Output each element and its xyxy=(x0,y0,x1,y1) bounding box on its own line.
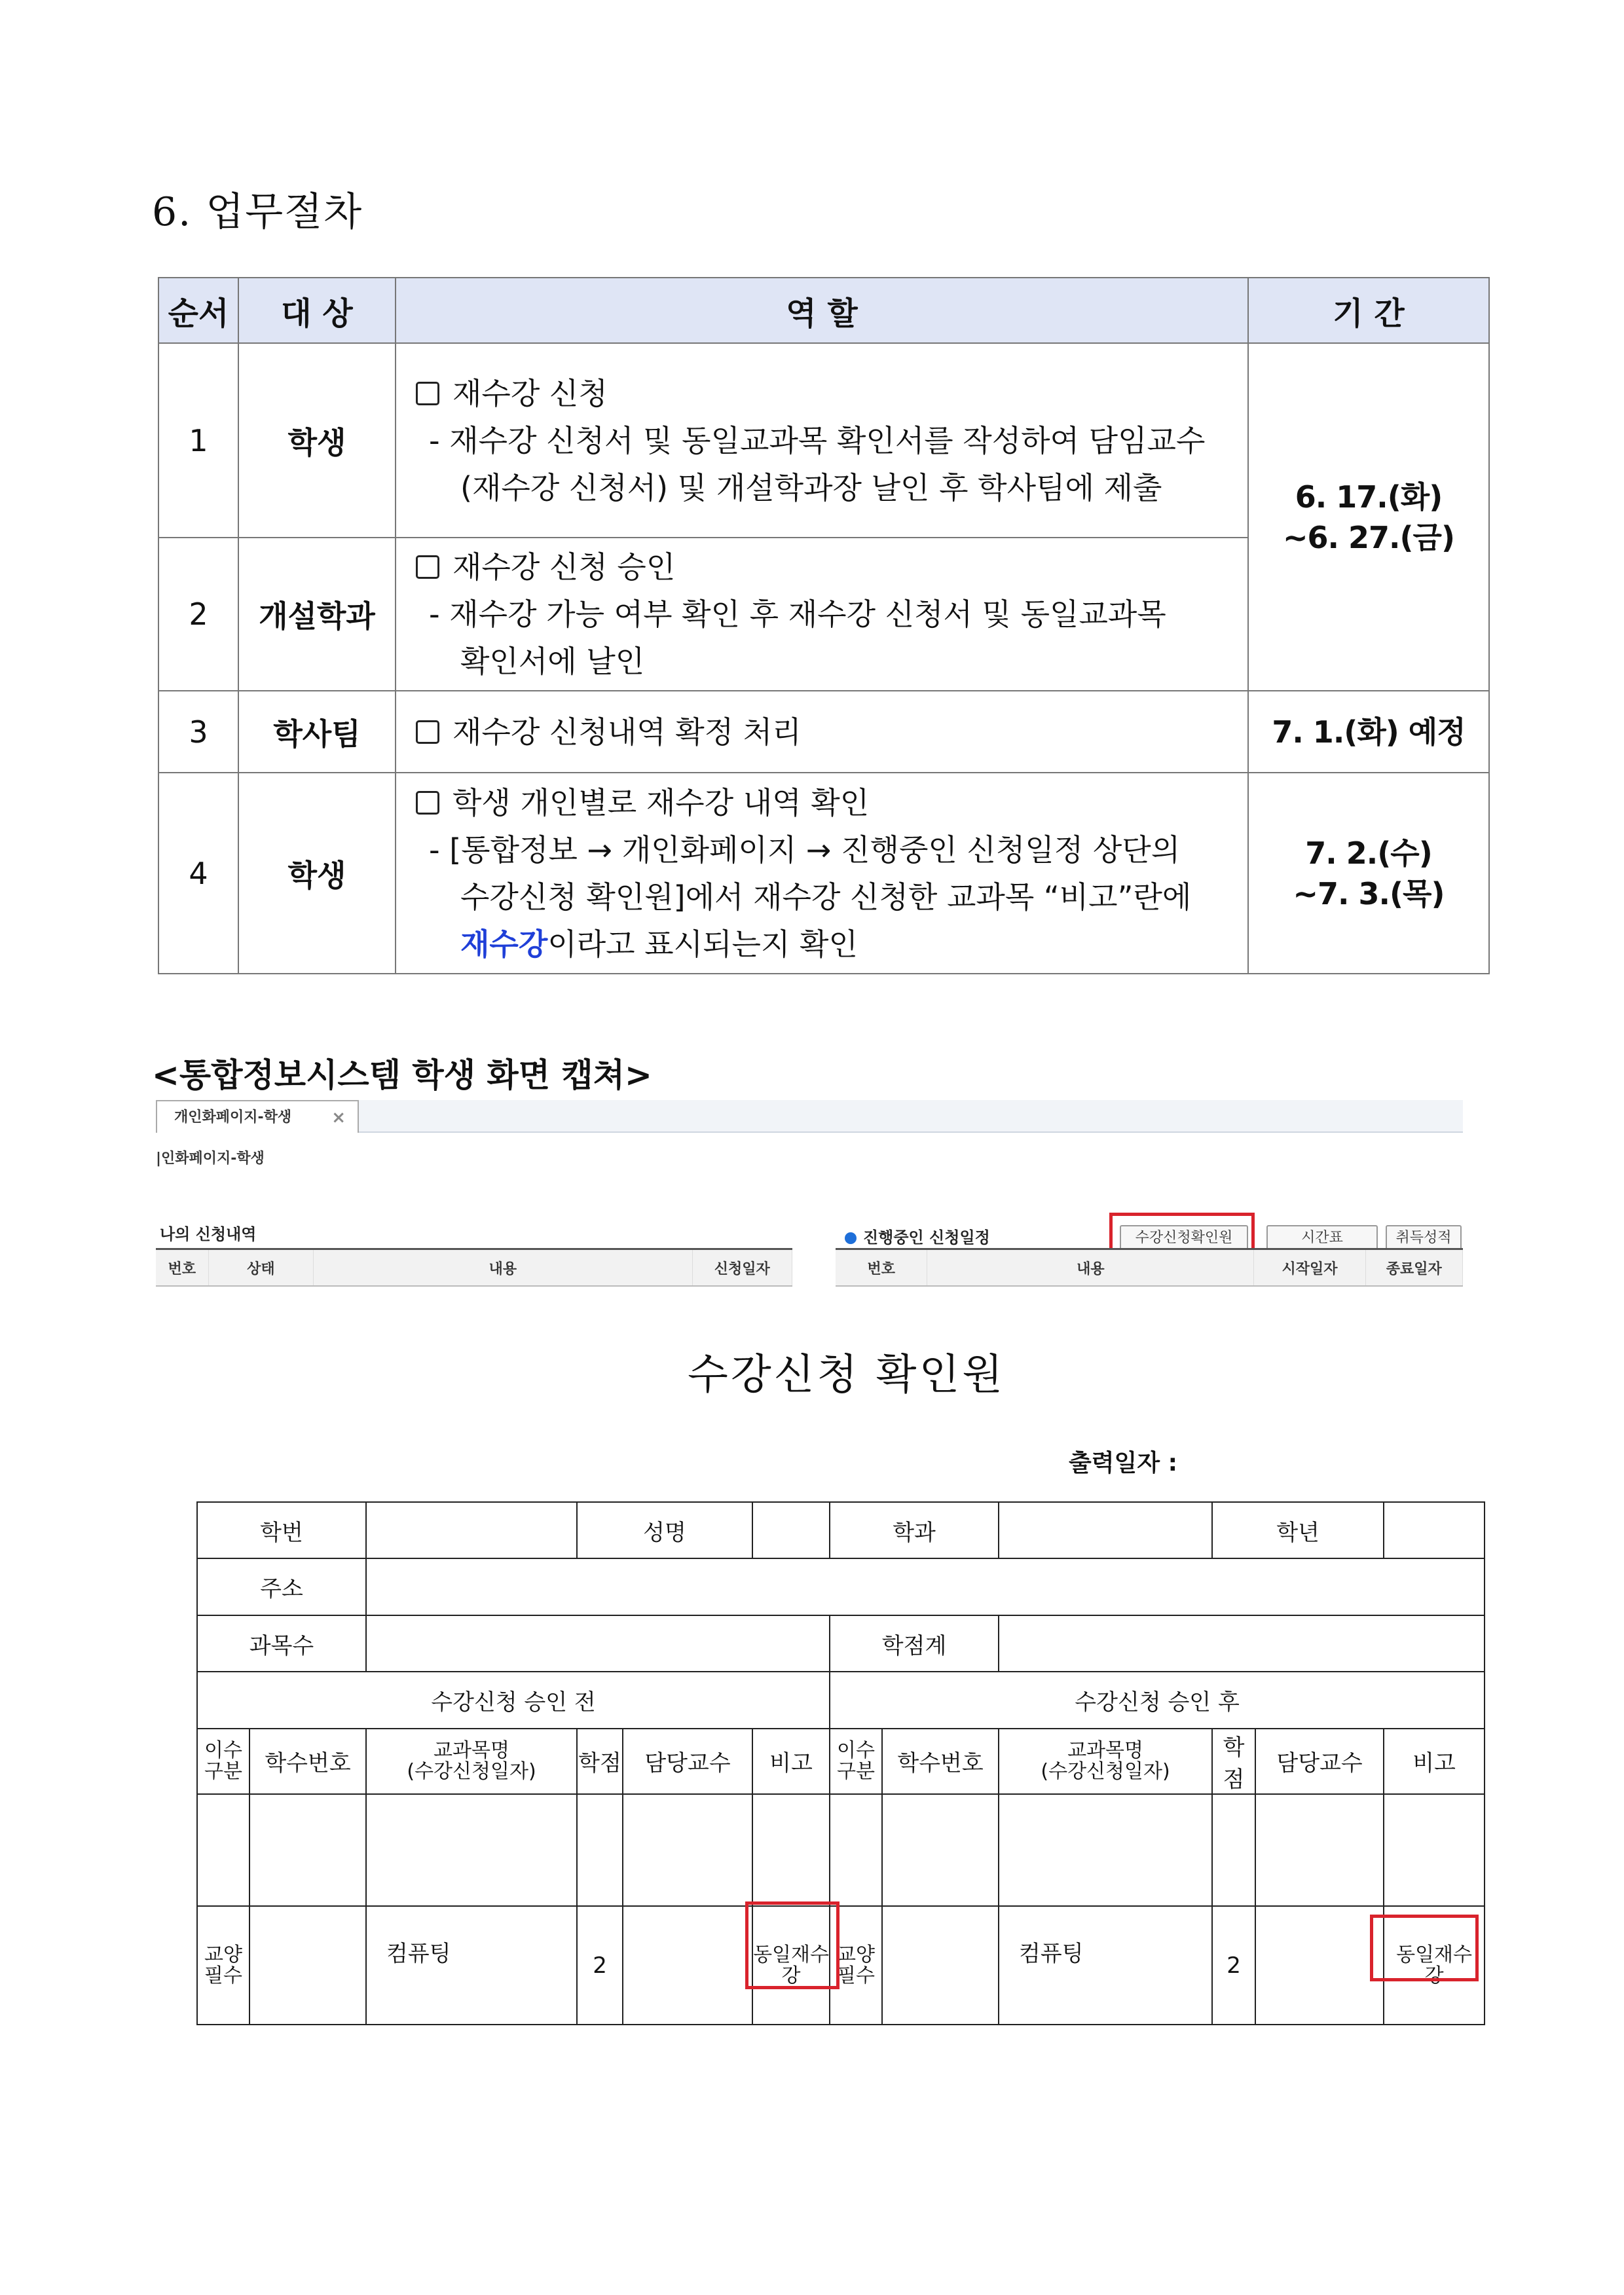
row4-order: 4 xyxy=(158,773,238,974)
tab-label: 개인화페이지-학생 xyxy=(174,1109,292,1126)
col-note: 비고 xyxy=(752,1729,830,1795)
col-type-l2: 구분 xyxy=(204,1759,242,1783)
col-type-l1: 이수 xyxy=(837,1738,876,1762)
procedure-header-row xyxy=(158,278,1489,343)
row-professor xyxy=(623,1906,752,2025)
ongoing-title-text: 진행중인 신청일정 xyxy=(863,1228,990,1247)
header-role: 역 할 xyxy=(396,278,1248,343)
row-note-l1: 동일재수 xyxy=(1396,1943,1473,1966)
col-course xyxy=(366,1729,577,1795)
col-status: 상태 xyxy=(209,1250,314,1285)
row3-target: 학사팀 xyxy=(238,691,396,773)
capture-caption: <통합정보시스템 학생 화면 캡쳐> xyxy=(152,1056,652,1094)
col-content: 내용 xyxy=(927,1250,1254,1285)
checkbox-icon xyxy=(416,555,439,579)
breadcrumb: |인화페이지-학생 xyxy=(156,1150,265,1167)
form-row-columns xyxy=(197,1729,1485,1795)
period4-start: 7. 2.(수) xyxy=(1305,835,1432,871)
print-date-label: 출력일자 : xyxy=(1069,1450,1178,1477)
label-before-approval: 수강신청 승인 전 xyxy=(197,1672,830,1728)
col-type-l1: 이수 xyxy=(204,1738,242,1762)
row4-desc2: 수강신청 확인원]에서 재수강 신청한 교과목 “비고”란에 xyxy=(460,879,1192,915)
row-type-l2: 필수 xyxy=(837,1964,876,1987)
row-course: 컴퓨팅 xyxy=(366,1906,577,2025)
row-type xyxy=(197,1906,249,2025)
col-request-date: 신청일자 xyxy=(693,1250,792,1285)
label-grade: 학년 xyxy=(1212,1502,1384,1558)
header-target: 대 상 xyxy=(238,278,396,343)
value-name xyxy=(752,1502,830,1558)
highlight-box-before xyxy=(745,1901,840,1989)
row-note-l2: 강 xyxy=(1424,1964,1444,1987)
col-course-l1: 교과목명 xyxy=(1067,1738,1143,1762)
ongoing-grid-header xyxy=(836,1248,1463,1287)
row1-role xyxy=(396,343,1248,538)
col-course-l1: 교과목명 xyxy=(434,1738,509,1762)
checkbox-icon xyxy=(416,382,439,405)
row-code xyxy=(249,1906,366,2025)
row-note-l1: 동일재수 xyxy=(753,1943,829,1966)
row1-order: 1 xyxy=(158,343,238,538)
period-start: 6. 17.(화) xyxy=(1295,479,1443,515)
row2-role xyxy=(396,538,1248,691)
form-row-address xyxy=(197,1558,1485,1615)
tab-strip xyxy=(359,1100,1463,1133)
header-period: 기 간 xyxy=(1248,278,1489,343)
header-order: 순서 xyxy=(158,278,238,343)
col-start-date: 시작일자 xyxy=(1254,1250,1365,1285)
row4-desc1: - [통합정보 → 개인화페이지 → 진행중인 신청일정 상단의 xyxy=(429,832,1181,868)
col-content: 내용 xyxy=(314,1250,693,1285)
col-number: 번호 xyxy=(156,1250,209,1285)
period-end: ~6. 27.(금) xyxy=(1282,519,1454,555)
form-row-empty xyxy=(197,1794,1485,1906)
row1-desc2: (재수강 신청서) 및 개설학과장 날인 후 학사팀에 제출 xyxy=(460,469,1162,505)
period-row-4 xyxy=(1248,773,1489,974)
row2-desc2: 확인서에 날인 xyxy=(460,644,645,679)
col-professor: 담당교수 xyxy=(623,1729,752,1795)
enrollment-confirmation-button[interactable]: 수강신청확인원 xyxy=(1120,1225,1248,1251)
procedure-table xyxy=(158,277,1490,974)
row4-desc3 xyxy=(416,921,1228,968)
col-note-after: 비고 xyxy=(1384,1729,1485,1795)
checkbox-icon xyxy=(416,720,439,744)
value-grade xyxy=(1384,1502,1485,1558)
row4-desc3-rest: 이라고 표시되는지 확인 xyxy=(547,926,858,962)
form-row-course xyxy=(197,1906,1485,2025)
row2-target: 개설학과 xyxy=(238,538,396,691)
checkbox-icon xyxy=(416,791,439,815)
label-address: 주소 xyxy=(197,1558,366,1615)
col-professor-after: 담당교수 xyxy=(1255,1729,1384,1795)
system-screen xyxy=(156,1100,1463,1319)
highlight-box-after xyxy=(1370,1915,1479,1981)
my-requests-title: 나의 신청내역 xyxy=(160,1225,257,1243)
row-course-after: 컴퓨팅 xyxy=(999,1906,1212,2025)
row-credit: 2 xyxy=(577,1906,623,2025)
row4-role xyxy=(396,773,1248,974)
period4-end: ~7. 3.(목) xyxy=(1293,875,1445,911)
enrollment-confirmation-form xyxy=(196,1501,1485,2025)
row3-role xyxy=(396,691,1248,773)
col-course-l2: (수강신청일자) xyxy=(407,1759,536,1783)
form-row-sections xyxy=(197,1672,1485,1728)
retake-highlight: 재수강 xyxy=(460,926,548,962)
label-credit-total: 학점계 xyxy=(830,1615,999,1672)
timetable-button[interactable]: 시간표 xyxy=(1266,1225,1378,1251)
row2-item-text: 재수강 신청 승인 xyxy=(452,549,676,585)
row3-item-text: 재수강 신청내역 확정 처리 xyxy=(452,714,802,750)
grades-button[interactable]: 취득성적 xyxy=(1386,1225,1462,1251)
close-icon[interactable]: × xyxy=(331,1108,346,1128)
period-row-3: 7. 1.(화) 예정 xyxy=(1248,691,1489,773)
col-credit: 학점 xyxy=(577,1729,623,1795)
label-name: 성명 xyxy=(577,1502,752,1558)
label-after-approval: 수강신청 승인 후 xyxy=(830,1672,1485,1728)
row-type-l2: 필수 xyxy=(204,1964,242,1987)
col-type xyxy=(197,1729,249,1795)
procedure-row-3 xyxy=(158,691,1489,773)
col-type-l2: 구분 xyxy=(837,1759,876,1783)
row2-order: 2 xyxy=(158,538,238,691)
row-note-l2: 강 xyxy=(781,1964,801,1987)
label-dept: 학과 xyxy=(830,1502,999,1558)
form-row-courses xyxy=(197,1615,1485,1672)
row-code-after xyxy=(882,1906,999,2025)
row4-target: 학생 xyxy=(238,773,396,974)
value-student-id xyxy=(366,1502,577,1558)
form-row-student xyxy=(197,1502,1485,1558)
col-code: 학수번호 xyxy=(249,1729,366,1795)
value-course-count xyxy=(366,1615,830,1672)
period-rows-1-2 xyxy=(1248,343,1489,691)
schedule-dot-icon xyxy=(845,1232,857,1244)
procedure-row-1 xyxy=(158,343,1489,538)
my-requests-grid-header xyxy=(156,1248,792,1287)
col-code-after: 학수번호 xyxy=(882,1729,999,1795)
label-course-count: 과목수 xyxy=(197,1615,366,1672)
row-professor-after xyxy=(1255,1906,1384,2025)
ongoing-schedule-title xyxy=(845,1224,990,1247)
procedure-row-4 xyxy=(158,773,1489,974)
row1-desc1: - 재수강 신청서 및 동일교과목 확인서를 작성하여 담임교수 xyxy=(429,422,1206,458)
col-credit-after: 학점 xyxy=(1212,1729,1255,1795)
col-type-after xyxy=(830,1729,882,1795)
row-credit-after: 2 xyxy=(1212,1906,1255,2025)
row3-order: 3 xyxy=(158,691,238,773)
col-end-date: 종료일자 xyxy=(1366,1250,1463,1285)
row2-item xyxy=(416,543,1228,591)
value-credit-total xyxy=(999,1615,1485,1672)
row1-item-text: 재수강 신청 xyxy=(452,375,608,411)
value-dept xyxy=(999,1502,1212,1558)
section-heading: 6. 업무절차 xyxy=(152,189,363,235)
row4-item xyxy=(416,779,1228,826)
col-course-l2: (수강신청일자) xyxy=(1041,1759,1170,1783)
row-type-l1: 교양 xyxy=(204,1943,242,1966)
row-type-l1: 교양 xyxy=(837,1943,876,1966)
tab-personal-page[interactable] xyxy=(156,1100,359,1133)
col-number: 번호 xyxy=(836,1250,927,1285)
label-student-id: 학번 xyxy=(197,1502,366,1558)
row4-item-text: 학생 개인별로 재수강 내역 확인 xyxy=(452,784,870,820)
row1-target: 학생 xyxy=(238,343,396,538)
row3-item xyxy=(416,708,1228,756)
row2-desc1: - 재수강 가능 여부 확인 후 재수강 신청서 및 동일교과목 xyxy=(429,597,1166,632)
form-title: 수강신청 확인원 xyxy=(688,1351,1006,1399)
row1-item xyxy=(416,370,1228,417)
value-address xyxy=(366,1558,1485,1615)
col-course-after xyxy=(999,1729,1212,1795)
